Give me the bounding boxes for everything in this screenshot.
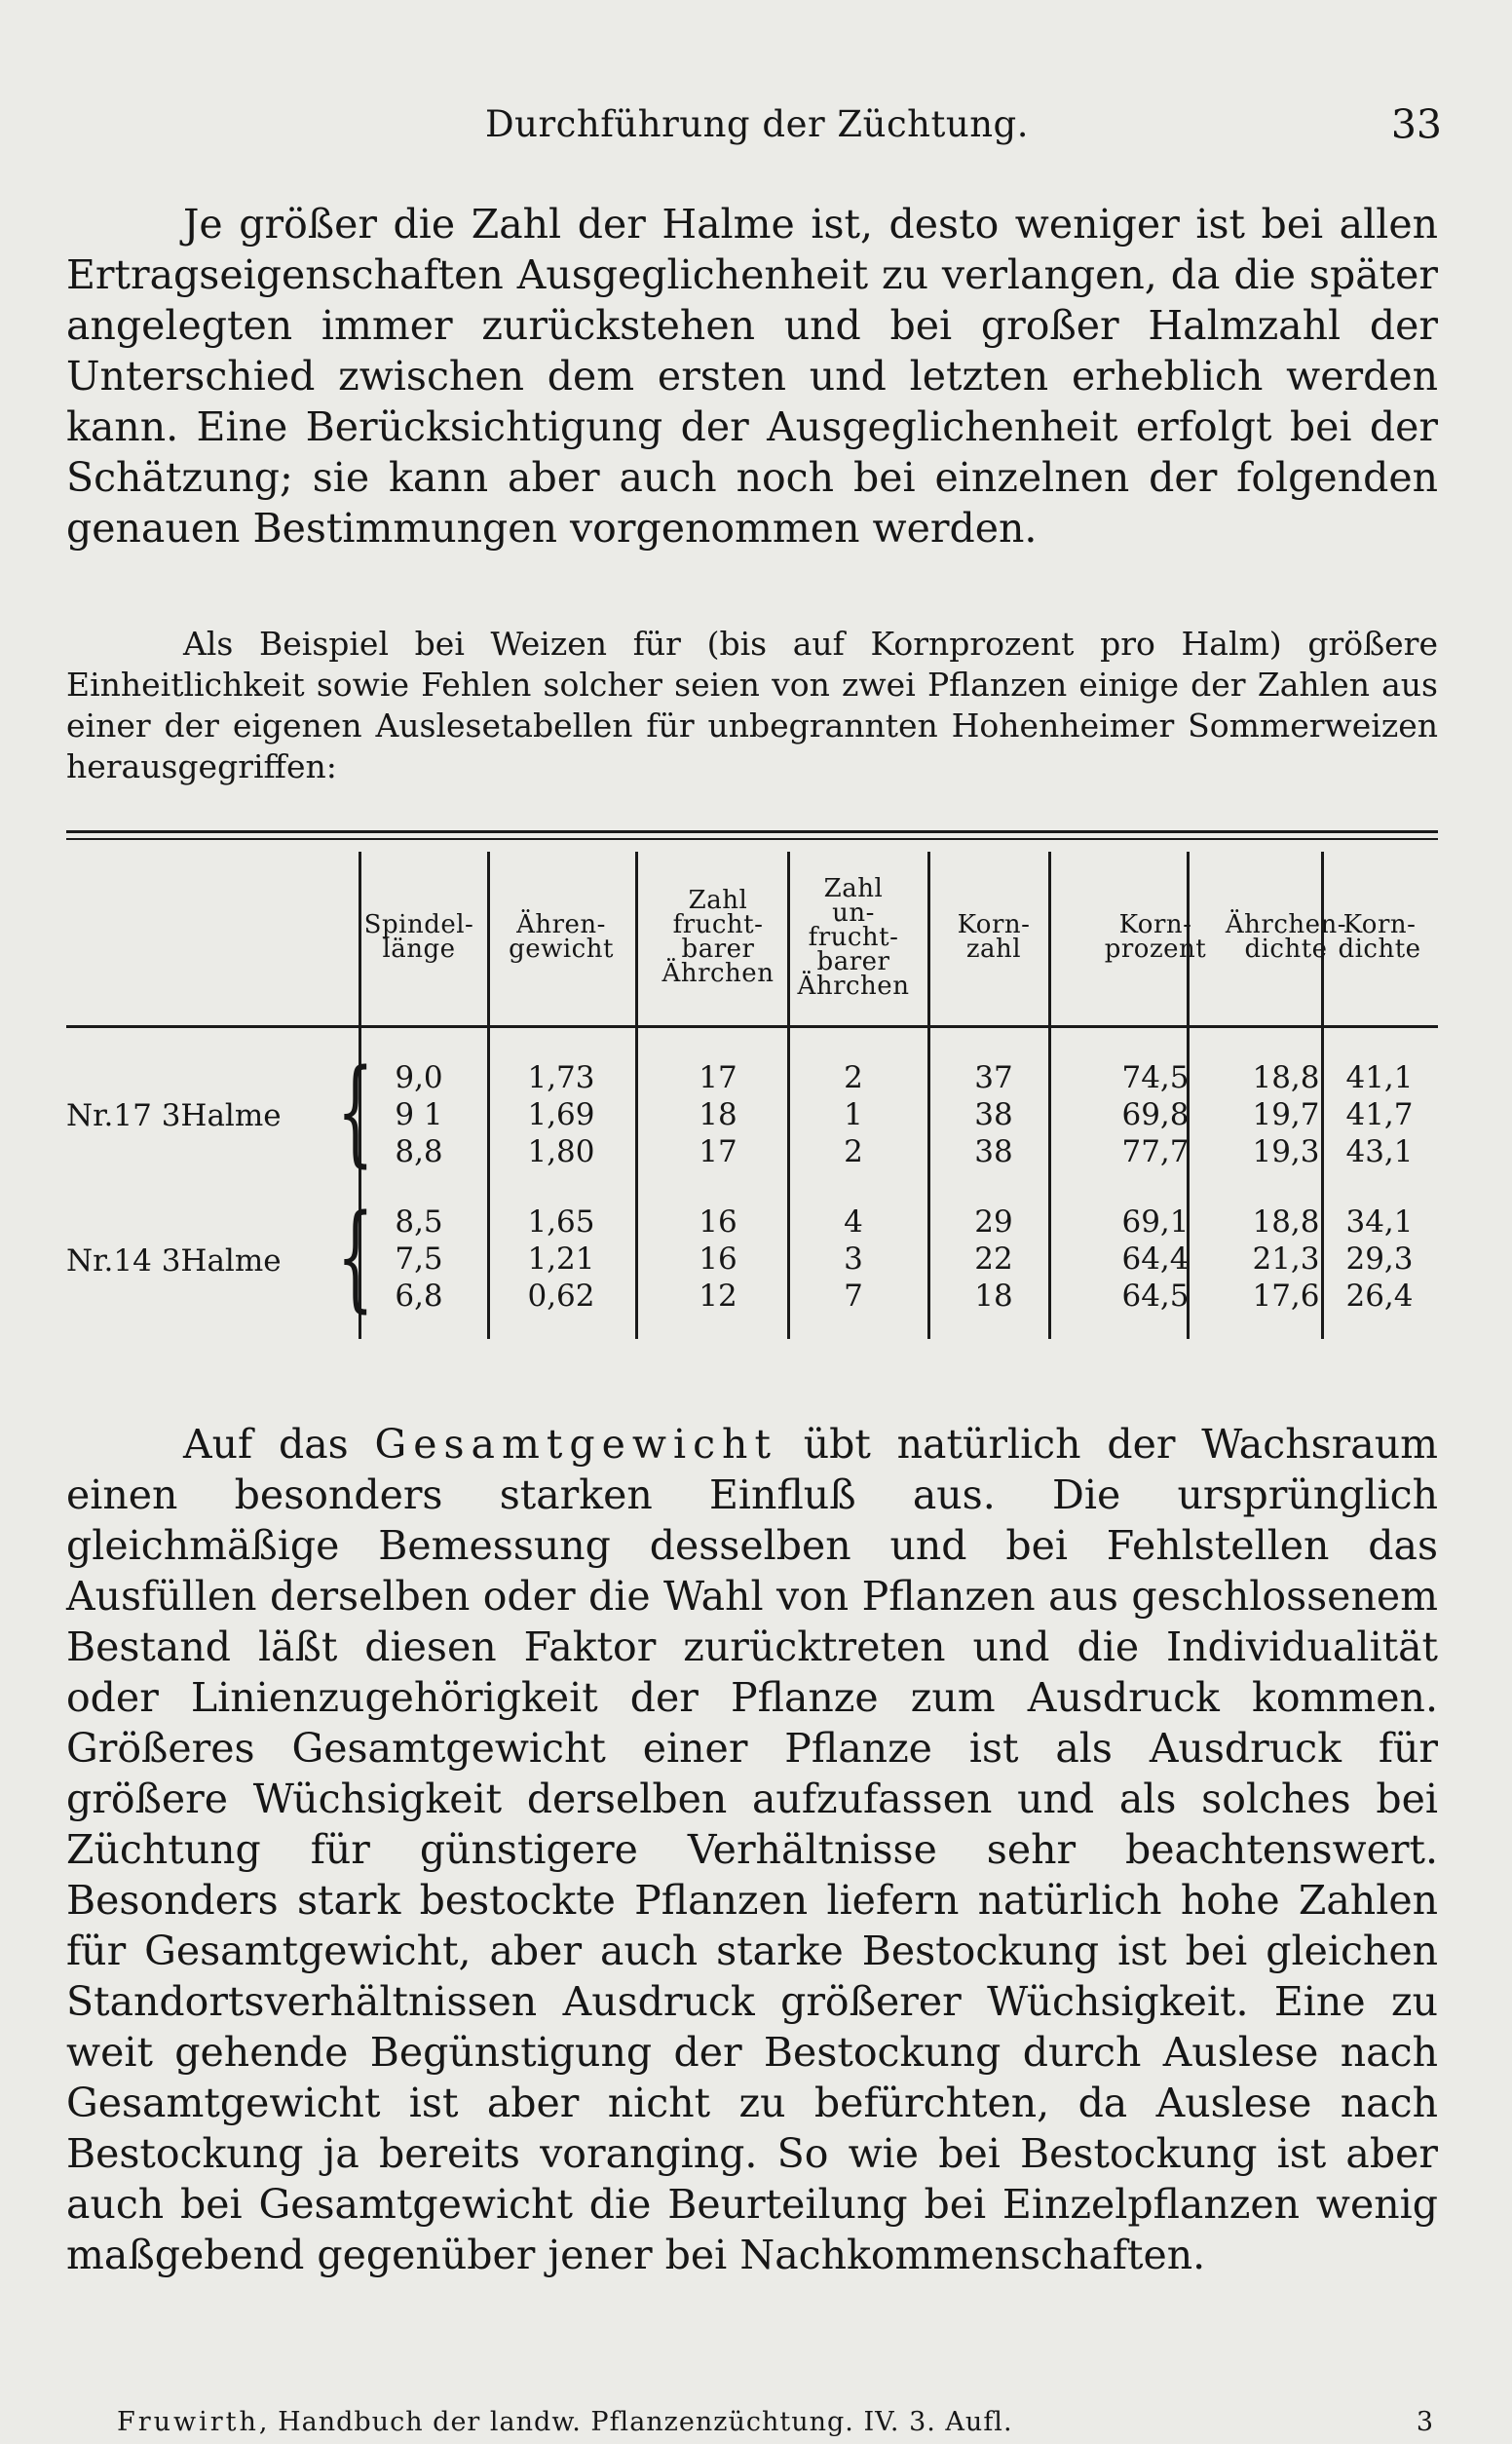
table-cell: 1,80 [527, 1134, 595, 1169]
running-title: Durchführung der Züchtung. [485, 103, 1029, 145]
column-divider [487, 852, 490, 1339]
column-header: Korn- zahl [957, 910, 1031, 964]
paragraph-body: übt natürlich der Wachsraum einen besonders starken Einfluß aus. Die ursprünglich gleichmäßige Bemessung desselben und bei Fehlstellen das Ausfüllen derselben oder die Wahl von Pflanzen aus geschlossenem Bestand läßt diesen Faktor zurücktreten und die Individualität oder Linienzugehörigkeit der Pflanze zum Ausdruck kommen. Größeres Gesamtgewicht einer Pflanze ist als Ausdruck für größere Wüchsigkeit derselben aufzufassen und als solches bei Züchtung für günstigere Verhältnisse sehr beachtenswert. Besonders stark bestockte Pflanzen liefern natürlich hohe Zahlen für Gesamtgewicht, aber auch starke Bestockung ist bei gleichen Standortsverhältnissen Ausdruck größerer Wüchsigkeit. Eine zu weit gehende Begünstigung der Bestockung durch Auslese nach Gesamtgewicht ist aber nicht zu befürchten, da Auslese nach Bestockung ja bereits voranging. So wie bei Bestockung ist aber auch bei Gesamtgewicht die Beurteilung bei Einzelpflanzen wenig maßgebend gegenüber jener bei Nachkommenschaften. [66, 1421, 1438, 2278]
table-cell: 69,1 [1121, 1204, 1190, 1240]
page-header [66, 97, 1442, 156]
table-cell: 18 [974, 1279, 1013, 1314]
table-header-rule [66, 1025, 1438, 1028]
table-cell: 29 [974, 1204, 1013, 1240]
table-cell: 12 [699, 1279, 737, 1314]
table-cell: 1 [844, 1097, 863, 1132]
column-header: Korn- dichte [1338, 910, 1421, 964]
table-top-rule-thin [66, 838, 1438, 840]
column-header: Korn- prozent [1104, 910, 1207, 964]
table-cell: 64,5 [1121, 1279, 1190, 1314]
table-cell: 41,1 [1345, 1060, 1414, 1095]
table-cell: 8,8 [395, 1134, 443, 1169]
table-cell: 17 [699, 1134, 737, 1169]
table-cell: 16 [699, 1241, 737, 1277]
table-cell: 7 [844, 1279, 863, 1314]
table-cell: 69,8 [1121, 1097, 1190, 1132]
table-cell: 9 1 [395, 1097, 443, 1132]
row-label-nr17: Nr.17 3Halme [66, 1098, 282, 1133]
table-cell: 1,65 [527, 1204, 595, 1240]
table-cell: 38 [974, 1097, 1013, 1132]
paragraph-ausgeglichenheit: Je größer die Zahl der Halme ist, desto weniger ist bei allen Ertragseigenschaften Ausgeglichenheit zu verlangen, da die später angelegten immer zurückstehen und bei großer Halmzahl der Unterschied zwischen dem ersten und letzten erheblich werden kann. Eine Berücksichtigung der Ausgeglichenheit erfolgt bei der Schätzung; sie kann aber auch noch bei einzelnen der folgenden genauen Bestimmungen vorgenommen werden. [66, 201, 1438, 552]
column-divider [635, 852, 638, 1339]
table-cell: 18,8 [1252, 1204, 1320, 1240]
table-cell: 7,5 [395, 1241, 443, 1277]
table-cell: 9,0 [395, 1060, 443, 1095]
column-header: Ährchen- dichte [1225, 910, 1347, 964]
table-cell: 74,5 [1121, 1060, 1190, 1095]
column-header: Spindel- länge [363, 910, 474, 964]
table-cell: 41,7 [1345, 1097, 1414, 1132]
table-cell: 77,7 [1121, 1134, 1190, 1169]
table-cell: 18,8 [1252, 1060, 1320, 1095]
table-cell: 1,69 [527, 1097, 595, 1132]
table-cell: 2 [844, 1134, 863, 1169]
table-cell: 1,73 [527, 1060, 595, 1095]
table-cell: 26,4 [1345, 1279, 1414, 1314]
footer-author: Fruwirth [117, 2407, 259, 2437]
table-cell: 18 [699, 1097, 737, 1132]
table-cell: 37 [974, 1060, 1013, 1095]
page-footer [117, 2407, 1434, 2442]
lead-spaced-term: Gesamtgewicht [374, 1421, 777, 1468]
table-cell: 38 [974, 1134, 1013, 1169]
column-header: Ähren- gewicht [509, 910, 614, 964]
table-cell: 16 [699, 1204, 737, 1240]
table-cell: 19,3 [1252, 1134, 1320, 1169]
table-cell: 17 [699, 1060, 737, 1095]
table-cell: 29,3 [1345, 1241, 1414, 1277]
table-cell: 64,4 [1121, 1241, 1190, 1277]
column-header: Zahl frucht- barer Ährchen [662, 886, 775, 988]
table-cell: 1,21 [527, 1241, 595, 1277]
table-cell: 0,62 [527, 1279, 595, 1314]
table-cell: 17,6 [1252, 1279, 1320, 1314]
table-cell: 34,1 [1345, 1204, 1414, 1240]
signature-mark: 3 [1416, 2407, 1434, 2437]
footer-citation: , Handbuch der landw. Pflanzenzüchtung. IV. 3. Aufl. [258, 2407, 1013, 2437]
table-cell: 6,8 [395, 1279, 443, 1314]
paragraph-beispiel-intro: Als Beispiel bei Weizen für (bis auf Kornprozent pro Halm) größere Einheitlichkeit sowie Fehlen solcher seien von zwei Pflanzen einige der Zahlen aus einer der eigenen Auslesetabellen für unbegrannten Hohenheimer Sommerweizen herausgegriffen: [66, 625, 1438, 785]
table-cell: 8,5 [395, 1204, 443, 1240]
table-top-rule [66, 830, 1438, 833]
brace-nr17: { [337, 1044, 374, 1178]
table-cell: 21,3 [1252, 1241, 1320, 1277]
page-number: 33 [1390, 101, 1442, 148]
table-cell: 43,1 [1345, 1134, 1414, 1169]
lead-before: Auf das [183, 1421, 375, 1468]
table-cell: 19,7 [1252, 1097, 1320, 1132]
table-cell: 2 [844, 1060, 863, 1095]
table-cell: 22 [974, 1241, 1013, 1277]
column-header: Zahl un- frucht- barer Ährchen [797, 873, 910, 1001]
table-cell: 3 [844, 1241, 863, 1277]
brace-nr14: { [337, 1189, 374, 1323]
table-cell: 4 [844, 1204, 863, 1240]
paragraph-gesamtgewicht [66, 1419, 1438, 2280]
row-label-nr14: Nr.14 3Halme [66, 1243, 282, 1279]
data-table [66, 830, 1438, 1356]
